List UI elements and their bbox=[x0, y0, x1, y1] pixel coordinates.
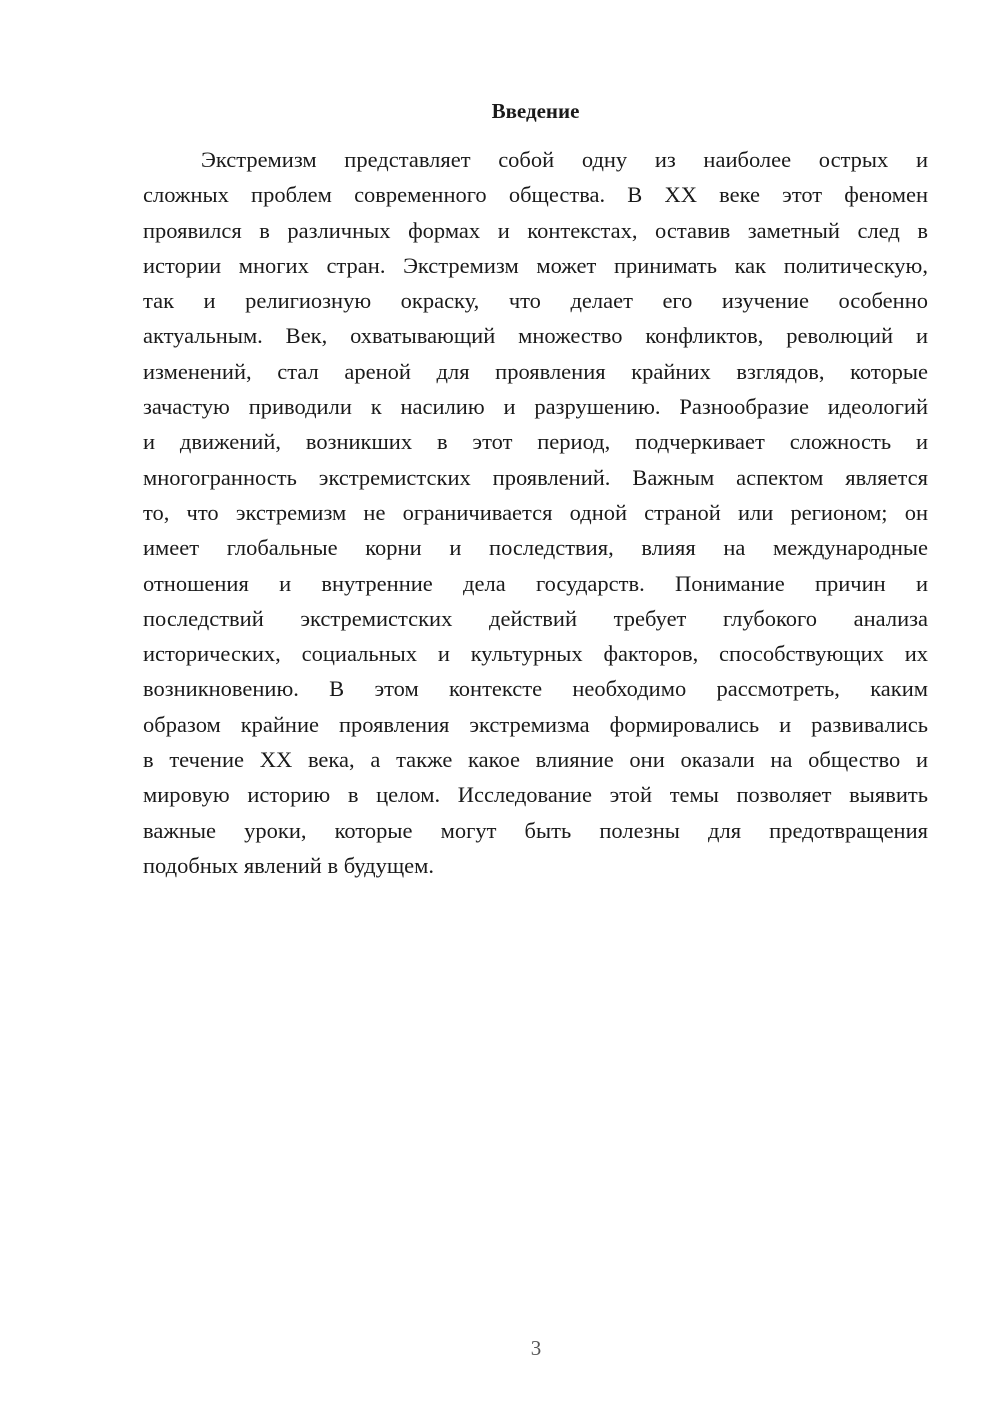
section-heading: Введение bbox=[491, 99, 580, 123]
paragraph-line: возникновению. В этом контексте необходимо рассмотреть, каким bbox=[143, 676, 928, 702]
paragraph-line: многогранность экстремистских проявлений. Важным аспектом является bbox=[143, 464, 928, 490]
paragraph-line: актуальным. Век, охватывающий множество конфликтов, революций и bbox=[143, 323, 928, 349]
paragraph-line: образом крайние проявления экстремизма формировались и развивались bbox=[143, 711, 928, 737]
paragraph-line: так и религиозную окраску, что делает его изучение особенно bbox=[143, 288, 928, 314]
paragraph-line: подобных явлений в будущем. bbox=[143, 852, 435, 878]
paragraph-line: проявился в различных формах и контекстах, оставив заметный след в bbox=[143, 217, 928, 243]
paragraph-line: истории многих стран. Экстремизм может принимать как политическую, bbox=[143, 252, 928, 278]
paragraph-line: и движений, возникших в этот период, подчеркивает сложность и bbox=[143, 429, 928, 455]
paragraph-line: исторических, социальных и культурных факторов, способствующих их bbox=[143, 641, 928, 667]
paragraph-line: Экстремизм представляет собой одну из наиболее острых и bbox=[201, 147, 928, 172]
paragraph-line: мировую историю в целом. Исследование этой темы позволяет выявить bbox=[143, 782, 928, 808]
paragraph-line: сложных проблем современного общества. В XX веке этот феномен bbox=[143, 182, 928, 208]
paragraph-line: то, что экстремизм не ограничивается одной страной или регионом; он bbox=[143, 499, 928, 525]
page-number: 3 bbox=[530, 1336, 542, 1360]
paragraph-line: отношения и внутренние дела государств. Понимание причин и bbox=[143, 570, 928, 596]
paragraph-line: последствий экстремистских действий требует глубокого анализа bbox=[143, 605, 928, 631]
body-paragraph bbox=[143, 142, 928, 883]
paragraph-line: изменений, стал ареной для проявления крайних взглядов, которые bbox=[143, 358, 928, 384]
paragraph-line: зачастую приводили к насилию и разрушению. Разнообразие идеологий bbox=[143, 394, 928, 420]
paragraph-line: важные уроки, которые могут быть полезны для предотвращения bbox=[143, 817, 928, 843]
paragraph-line: имеет глобальные корни и последствия, влияя на международные bbox=[143, 535, 928, 561]
paragraph-line: в течение XX века, а также какое влияние они оказали на общество и bbox=[143, 747, 928, 773]
